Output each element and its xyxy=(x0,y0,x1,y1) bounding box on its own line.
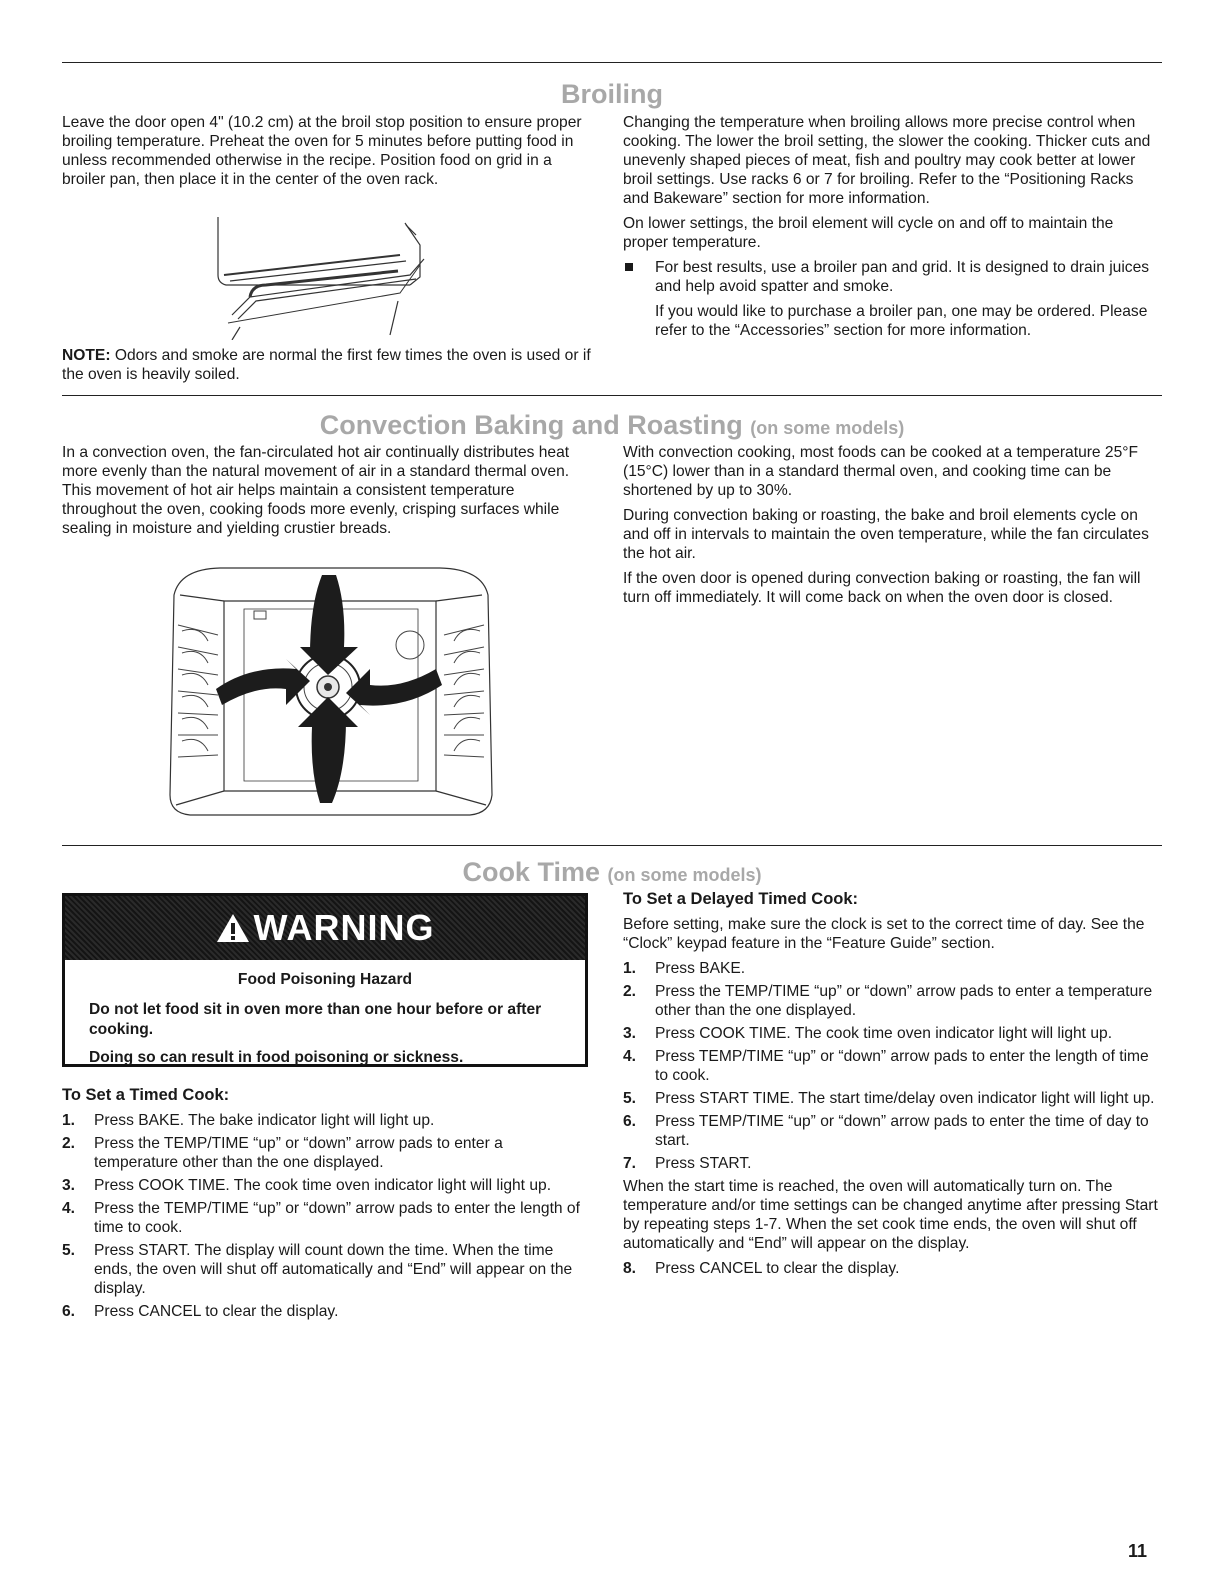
delayed-cook-steps xyxy=(623,959,1158,1173)
delayed-cook-after: When the start time is reached, the oven will automatically turn on. The temperature and/or time settings can be changed anytime after pressing Start by repeating steps 1-7. When the set cook time ends, the oven will shut off automatically and “End” will appear on the display. xyxy=(623,1178,1158,1252)
cook-time-title: Cook Time (on some models) xyxy=(462,857,762,887)
warning-body xyxy=(65,960,585,1068)
convection-intro: In a convection oven, the fan-circulated hot air continually distributes heat more evenly than the natural movement of air in a standard thermal oven. This movement of hot air helps maintain a consistent temperature throughout the oven, cooking foods more evenly, crisping surfaces while sealing in moisture and yielding crustier breads. xyxy=(62,444,570,537)
convection-right-para-3: If the oven door is opened during convection baking or roasting, the fan will turn off immediately. It will come back on when the oven door is closed. xyxy=(623,570,1141,606)
convection-right-para-1: With convection cooking, most foods can be cooked at a temperature 25°F (15°C) lower than in a standard thermal oven, and cooking time can be shortened by up to 30%. xyxy=(623,444,1139,499)
broiling-note xyxy=(62,346,592,390)
broiling-left-column xyxy=(62,113,592,195)
section-rule xyxy=(62,845,1162,846)
warning-line-1: Do not let food sit in oven more than one hour before or after cooking. xyxy=(89,1001,542,1038)
list-item: 1. Press BAKE. xyxy=(623,960,746,977)
list-item: 2. Press the TEMP/TIME “up” or “down” arrow pads to enter a temperature other than the one displayed. xyxy=(623,983,1153,1019)
timed-cook-column xyxy=(62,1086,587,1325)
list-item: 3. Press COOK TIME. The cook time oven indicator light will light up. xyxy=(623,1025,1113,1042)
section-rule xyxy=(62,395,1162,396)
list-item: 4. Press TEMP/TIME “up” or “down” arrow pads to enter the length of time to cook. xyxy=(623,1048,1149,1084)
delayed-cook-intro: Before setting, make sure the clock is set to the correct time of day. See the “Clock” keypad feature in the “Feature Guide” section. xyxy=(623,916,1145,952)
warning-triangle-icon xyxy=(216,913,250,943)
broiler-bullet-sub: If you would like to purchase a broiler pan, one may be ordered. Please refer to the “Accessories” section for more information. xyxy=(655,303,1148,339)
list-item: 1. Press BAKE. The bake indicator light will light up. xyxy=(62,1112,435,1129)
page-number: 11 xyxy=(1128,1541,1148,1561)
convection-title: Convection Baking and Roasting (on some models) xyxy=(319,410,905,440)
broiling-title: Broiling xyxy=(561,79,663,109)
delayed-cook-column xyxy=(623,890,1158,1282)
note-text: Odors and smoke are normal the first few times the oven is used or if the oven is heavily soiled. xyxy=(62,347,591,383)
delayed-cook-final-step xyxy=(623,1259,1158,1278)
list-item: 6. Press TEMP/TIME “up” or “down” arrow pads to enter the time of day to start. xyxy=(623,1113,1149,1149)
convection-oven-illustration xyxy=(160,565,500,820)
bullet-square-icon xyxy=(625,263,633,271)
warning-hazard: Food Poisoning Hazard xyxy=(237,971,413,988)
list-item: 7. Press START. xyxy=(623,1155,752,1172)
broiling-right-para-2: On lower settings, the broil element will cycle on and off to maintain the proper temperature. xyxy=(623,215,1114,251)
list-item: 6. Press CANCEL to clear the display. xyxy=(62,1303,339,1320)
list-item: 2. Press the TEMP/TIME “up” or “down” arrow pads to enter a temperature other than the one displayed. xyxy=(62,1135,503,1171)
list-item: 8. Press CANCEL to clear the display. xyxy=(623,1260,900,1277)
delayed-cook-heading: To Set a Delayed Timed Cook: xyxy=(623,890,859,908)
broiling-intro: Leave the door open 4" (10.2 cm) at the broil stop position to ensure proper broiling temperature. Preheat the oven for 5 minutes before putting food in unless recommended otherwise in the recipe. Position food on grid in a broiler pan, then place it in the center of the oven rack. xyxy=(62,114,582,188)
warning-header xyxy=(65,896,585,960)
list-item: 5. Press START. The display will count down the time. When the time ends, the oven will shut off automatically and “End” will appear on the display. xyxy=(62,1242,573,1297)
list-item: 4. Press the TEMP/TIME “up” or “down” arrow pads to enter the length of time to cook. xyxy=(62,1200,580,1236)
convection-left-column xyxy=(62,443,592,544)
section-rule xyxy=(62,62,1162,63)
timed-cook-steps xyxy=(62,1111,587,1321)
list-item: 3. Press COOK TIME. The cook time oven indicator light will light up. xyxy=(62,1177,552,1194)
convection-right-para-2: During convection baking or roasting, the bake and broil elements cycle on and off in intervals to maintain the oven temperature, while the fan circulates the hot air. xyxy=(623,507,1149,562)
broiling-right-column xyxy=(623,113,1158,346)
list-item: 5. Press START TIME. The start time/delay oven indicator light will light up. xyxy=(623,1090,1155,1107)
broiler-bullet: For best results, use a broiler pan and grid. It is designed to drain juices and help avoid spatter and smoke. xyxy=(623,258,1158,296)
warning-box xyxy=(62,893,588,1067)
warning-label: WARNING xyxy=(253,907,435,948)
timed-cook-heading: To Set a Timed Cook: xyxy=(62,1086,230,1104)
broiling-right-para-1: Changing the temperature when broiling allows more precise control when cooking. The lower the broil setting, the slower the cooking. Thicker cuts and unevenly shaped pieces of meat, fish and poultry may cook better at lower broil settings. Use racks 6 or 7 for broiling. Refer to the “Positioning Racks and Bakeware” section for more information. xyxy=(623,114,1151,207)
broiler-door-illustration xyxy=(210,215,440,340)
warning-line-2: Doing so can result in food poisoning or sickness. xyxy=(89,1049,464,1066)
note-label: NOTE: xyxy=(62,347,111,364)
convection-right-column xyxy=(623,443,1158,613)
